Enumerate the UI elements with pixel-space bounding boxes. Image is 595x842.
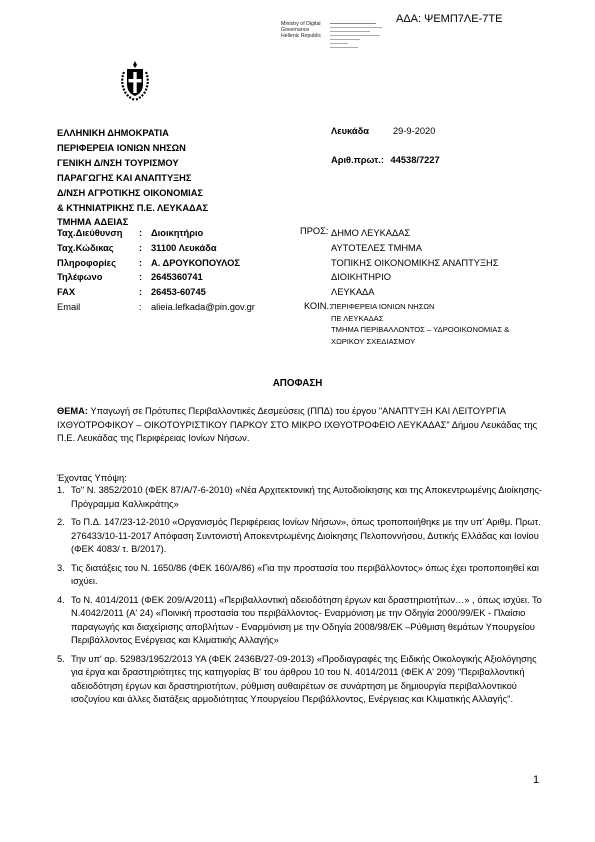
contact-key: Πληροφορίες — [57, 257, 116, 268]
digital-signature-block — [330, 21, 400, 48]
list-item-text: Το Ν. 4014/2011 (ΦΕΚ 209/Α/2011) «Περιβαλλοντική αδειοδότηση έργων και δραστηριοτήτων…» , όπως ισχύει. Το Ν.4042/2011 (Α' 24) «Ποινική προστασία του περιβάλλοντος- Εναρμόνιση με την Οδηγία 2000/99/ΕΚ - Πλαίσιο παραγωγής και διαχείρισης αποβλήτων - Εναρμόνιση με την Οδηγία 2008/98/ΕΚ –Ρύθμιση θεμάτων Υπουργείου Περιβάλλοντος Ενέργειας και Κλιματικής Αλλαγής» — [71, 594, 542, 645]
cc-line: ΠΕ ΛΕΥΚΑΔΑΣ — [331, 313, 384, 323]
cc-line: ΤΜΗΜΑ ΠΕΡΙΒΑΛΛΟΝΤΟΣ – ΥΔΡΟΟΙΚΟΝΟΜΙΑΣ & — [331, 325, 510, 335]
contact-sep: : — [139, 272, 143, 283]
recipient-block — [331, 226, 498, 300]
subject-text: Υπαγωγή σε Πρότυπες Περιβαλλοντικές Δεσμεύσεις (ΠΠΔ) του έργου "ΑΝΑΠΤΥΞΗ ΚΑΙ ΛΕΙΤΟΥΡΓΙΑ ΙΧΘΥΟΤΡΟΦΙΚΟΥ – ΟΙΚΟΤΟΥΡΙΣΤΙΚΟΥ ΠΑΡΚΟΥ ΣΤΟ ΜΙΚΡΟ ΙΧΘΥΟΤΡΟΦΕΙΟ ΛΕΥΚΑΔΑΣ" Δήμου Λευκάδας της Π.Ε. Λευκάδας της Περιφέρειας Ιονίων Νήσων. — [57, 406, 538, 444]
issuer-line: Δ/ΝΣΗ ΑΓΡΟΤΙΚΗΣ ΟΙΚΟΝΟΜΙΑΣ — [57, 187, 203, 198]
ministry-line: Ministry of Digital — [281, 21, 321, 27]
contact-value: 31100 Λευκάδα — [151, 242, 217, 253]
contact-key: Email — [57, 301, 81, 312]
greek-coat-of-arms-icon — [116, 60, 154, 102]
protocol-label: Αριθ.πρωτ.: — [331, 155, 384, 165]
subject-paragraph — [57, 405, 542, 446]
ada-code: ΑΔΑ: ΨΕΜΠ7ΛΕ-7ΤΕ — [396, 13, 503, 25]
recipient-label: ΠΡΟΣ: — [300, 226, 329, 236]
issuer-line: ΠΕΡΙΦΕΡΕΙΑ ΙΟΝΙΩΝ ΝΗΣΩΝ — [57, 142, 186, 153]
cc-label: ΚΟΙΝ.: — [304, 301, 332, 311]
list-item — [57, 484, 545, 511]
contact-sep: : — [139, 287, 143, 298]
list-item-number: 5. — [57, 653, 65, 664]
recipient-line: ΔΙΟΙΚΗΤΗΡΙΟ — [331, 272, 391, 283]
list-item-number: 2. — [57, 517, 65, 527]
considerations-list — [57, 484, 545, 712]
contact-value: Διοικητήριο — [151, 228, 204, 238]
list-item — [57, 562, 545, 589]
document-title: ΑΠΟΦΑΣΗ — [272, 378, 323, 389]
issuer-line: ΓΕΝΙΚΗ Δ/ΝΣΗ ΤΟΥΡΙΣΜΟΥ — [57, 157, 179, 168]
contact-key: Ταχ.Διεύθυνση — [57, 228, 123, 238]
issuer-line: ΤΜΗΜΑ ΑΔΕΙΑΣ — [57, 217, 129, 228]
list-item-number: 1. — [57, 485, 65, 495]
contact-key: FAX — [57, 287, 76, 298]
protocol-row — [331, 155, 440, 165]
list-item-text: Την υπ' αρ. 52983/1952/2013 ΥΑ (ΦΕΚ 2436Β/27-09-2013) «Προδιαγραφές της Ειδικής Οικολογικής Αξιολόγησης για έργα και δραστηριότητες της κατηγορίας Β' του άρθρου 10 του Ν. 4014/2011 (ΦΕΚ Α' 209) "Περιβαλλοντική αδειοδότηση έργων και δραστηριοτήτων, ρύθμιση αυθαιρέτων σε συνάρτηση με δημιουργία περιβαλλοντικού ισοζυγίου και άλλες διατάξεις αρμοδιότητας Υπουργείου Περιβάλλοντος, Ενέργειας και Κλιματικής Αλλαγής". — [71, 653, 537, 704]
recipient-line: ΤΟΠΙΚΗΣ ΟΙΚΟΝΟΜΙΚΗΣ ΑΝΑΠΤΥΞΗΣ — [331, 257, 499, 268]
contact-key: Ταχ.Κώδικας — [57, 242, 114, 253]
list-item-text: Το Π.Δ. 147/23-12-2010 «Οργανισμός Περιφέρειας Ιονίων Νήσων», όπως τροποποιήθηκε με την υπ' Αριθμ. Πρωτ. 276433/10-11-2017 Απόφαση Συντονιστή Αποκεντρωμένης Διοίκησης Πελοποννήσου, Δυτικής Ελλάδας και Ιονίου (ΦΕΚ 4083/ τ. Β/2017). — [71, 517, 541, 554]
ministry-line: Hellenic Republic — [281, 33, 322, 39]
contact-value: 2645360741 — [151, 272, 203, 283]
subject-label: ΘΕΜΑ: — [57, 406, 88, 416]
issuer-header — [57, 126, 208, 230]
contact-sep: : — [139, 242, 143, 253]
cc-block — [331, 301, 509, 347]
issuer-line: & ΚΤΗΝΙΑΤΡΙΚΗΣ Π.Ε. ΛΕΥΚΑΔΑΣ — [57, 202, 209, 213]
contact-sep: : — [139, 257, 143, 268]
list-item-number: 4. — [57, 594, 65, 605]
date-label: Λευκάδα — [331, 126, 369, 136]
recipient-line: ΑΥΤΟΤΕΛΕΣ ΤΜΗΜΑ — [331, 242, 422, 253]
date-row — [331, 126, 436, 136]
ministry-label — [281, 21, 321, 39]
cc-line: ΠΕΡΙΦΕΡΕΙΑ ΙΟΝΙΩΝ ΝΗΣΩΝ — [331, 302, 435, 311]
list-item-text: Τις διατάξεις του Ν. 1650/86 (ΦΕΚ 160/Α/86) «Για την προστασία του περιβάλλοντος» όπως έχει τροποποιηθεί και ισχύει. — [71, 562, 539, 586]
contact-sep: : — [139, 301, 142, 312]
list-item — [57, 516, 545, 557]
contact-sep: : — [139, 228, 143, 238]
contact-key: Τηλέφωνο — [57, 272, 103, 283]
issuer-line: ΕΛΛΗΝΙΚΗ ΔΗΜΟΚΡΑΤΙΑ — [57, 128, 169, 138]
contact-value: 26453-60745 — [151, 287, 206, 298]
list-item — [57, 594, 545, 648]
list-item-number: 3. — [57, 562, 65, 573]
list-item — [57, 653, 545, 707]
page-number: 1 — [533, 774, 540, 786]
protocol-value: 44538/7227 — [390, 155, 440, 165]
having-in-view-heading: Έχοντας Υπόψη: — [57, 473, 127, 483]
recipient-line: ΛΕΥΚΑΔΑ — [331, 287, 375, 298]
ministry-line: Governance — [281, 27, 310, 33]
list-item-text: Το" Ν. 3852/2010 (ΦΕΚ 87/Α/7-6-2010) «Νέα Αρχιτεκτονική της Αυτοδιοίκησης και της Αποκεντρωμένης Διοίκησης-Πρόγραμμα Καλλικράτης» — [71, 485, 543, 509]
email-link[interactable]: alieia.lefkada@pin.gov.gr — [151, 301, 255, 312]
contact-value: Α. ΔΡΟΥΚΟΠΟΥΛΟΣ — [151, 257, 240, 268]
date-value: 29-9-2020 — [393, 126, 436, 136]
recipient-line: ΔΗΜΟ ΛΕΥΚΑΔΑΣ — [331, 228, 411, 238]
cc-line: ΧΩΡΙΚΟΥ ΣΧΕΔΙΑΣΜΟΥ — [331, 336, 416, 346]
issuer-line: ΠΑΡΑΓΩΓΗΣ ΚΑΙ ΑΝΑΠΤΥΞΗΣ — [57, 172, 192, 183]
